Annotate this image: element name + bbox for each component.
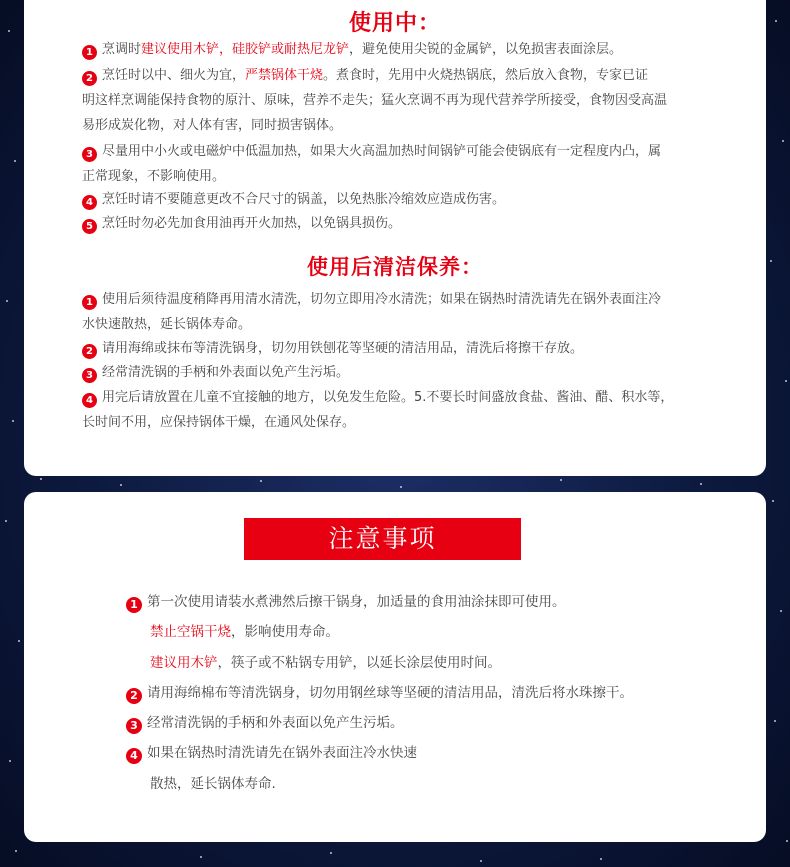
notes-item-1-sub-2: 建议用木铲，筷子或不粘锅专用铲，以延长涂层使用时间。	[150, 655, 501, 671]
star-dot	[15, 850, 17, 852]
star-dot	[200, 856, 202, 858]
after-use-item-3: 3 经常清洗锅的手柄和外表面以免产生污垢。	[82, 365, 349, 383]
star-dot	[782, 140, 784, 142]
star-dot	[9, 760, 11, 762]
notes-item-1-sub-1: 禁止空锅干烧，影响使用寿命。	[150, 624, 339, 640]
notes-item-4: 4 如果在锅热时清洗请先在锅外表面注冷水快速	[126, 745, 417, 764]
star-dot	[770, 260, 772, 262]
notes-item-2: 2 请用海绵棉布等清洗锅身，切勿用钢丝球等坚硬的清洁用品，清洗后将水珠擦干。	[126, 685, 633, 704]
notes-item-1: 1 第一次使用请装水煮沸然后擦干锅身，加适量的食用油涂抹即可使用。	[126, 594, 566, 613]
number-badge-icon: 2	[126, 688, 142, 704]
in-use-title: 使用中：	[348, 11, 441, 36]
after-use-item-4-cont: 长时间不用，应保持锅体干燥，在通风处保存。	[82, 415, 356, 430]
number-badge-icon: 5	[82, 219, 97, 234]
number-badge-icon: 3	[82, 368, 97, 383]
star-dot	[774, 720, 776, 722]
in-use-item-5: 5 烹饪时勿必先加食用油再开火加热，以免锅具损伤。	[82, 216, 401, 234]
in-use-item-4: 4 烹饪时请不要随意更改不合尺寸的锅盖，以免热胀冷缩效应造成伤害。	[82, 192, 505, 210]
number-badge-icon: 2	[82, 344, 97, 359]
in-use-item-1: 1 烹调时建议使用木铲，硅胶铲或耐热尼龙铲，避免使用尖锐的金属铲，以免损害表面涂层。	[82, 42, 622, 60]
star-dot	[6, 300, 8, 302]
number-badge-icon: 1	[126, 597, 142, 613]
number-badge-icon: 4	[82, 195, 97, 210]
number-badge-icon: 3	[126, 718, 142, 734]
star-dot	[14, 160, 16, 162]
star-dot	[785, 380, 787, 382]
star-dot	[260, 480, 262, 482]
star-dot	[5, 520, 7, 522]
number-badge-icon: 4	[82, 393, 97, 408]
star-dot	[786, 840, 788, 842]
star-dot	[700, 483, 702, 485]
after-use-title: 使用后清洁保养：	[307, 255, 483, 279]
star-dot	[400, 486, 402, 488]
usage-card	[24, 0, 766, 476]
after-use-item-1: 1 使用后须待温度稍降再用清水清洗，切勿立即用冷水清洗；如果在锅热时清洗请先在锅外表面注冷	[82, 292, 661, 310]
star-dot	[18, 640, 20, 642]
in-use-item-3: 3 尽量用中小火或电磁炉中低温加热，如果大火高温加热时间锅铲可能会使锅底有一定程度内凸，属	[82, 144, 661, 162]
star-dot	[600, 858, 602, 860]
star-dot	[40, 478, 42, 480]
number-badge-icon: 2	[82, 71, 97, 86]
number-badge-icon: 1	[82, 295, 97, 310]
notes-item-4-cont: 散热，延长锅体寿命.	[150, 776, 276, 792]
star-dot	[120, 484, 122, 486]
star-dot	[330, 852, 332, 854]
star-dot	[772, 500, 774, 502]
notes-item-3: 3 经常清洗锅的手柄和外表面以免产生污垢。	[126, 715, 404, 734]
star-dot	[12, 420, 14, 422]
in-use-item-3-cont: 正常现象，不影响使用。	[82, 169, 226, 184]
number-badge-icon: 3	[82, 147, 97, 162]
after-use-item-2: 2 请用海绵或抹布等清洗锅身，切勿用铁刨花等坚硬的清洁用品，清洗后将擦干存放。	[82, 341, 583, 359]
notes-card	[24, 492, 766, 842]
notes-title-banner: 注意事项	[244, 518, 521, 560]
number-badge-icon: 4	[126, 748, 142, 764]
star-dot	[8, 30, 10, 32]
star-dot	[775, 20, 777, 22]
after-use-item-4: 4 用完后请放置在儿童不宜接触的地方，以免发生危险。5.不要长时间盛放食盐、酱油、醋、积水等，	[82, 390, 673, 408]
star-dot	[560, 479, 562, 481]
in-use-item-2-cont: 明这样烹调能保持食物的原汁、原味，营养不走失；猛火烹调不再为现代营养学所接受，食物因受高温	[82, 93, 668, 108]
star-dot	[780, 610, 782, 612]
in-use-item-2-cont: 易形成炭化物，对人体有害，同时损害锅体。	[82, 118, 343, 133]
number-badge-icon: 1	[82, 45, 97, 60]
star-dot	[480, 860, 482, 862]
after-use-item-1-cont: 水快速散热，延长锅体寿命。	[82, 317, 252, 332]
in-use-item-2: 2 烹饪时以中、细火为宜，严禁锅体干烧。煮食时，先用中火烧热锅底，然后放入食物，专家已证	[82, 68, 648, 86]
